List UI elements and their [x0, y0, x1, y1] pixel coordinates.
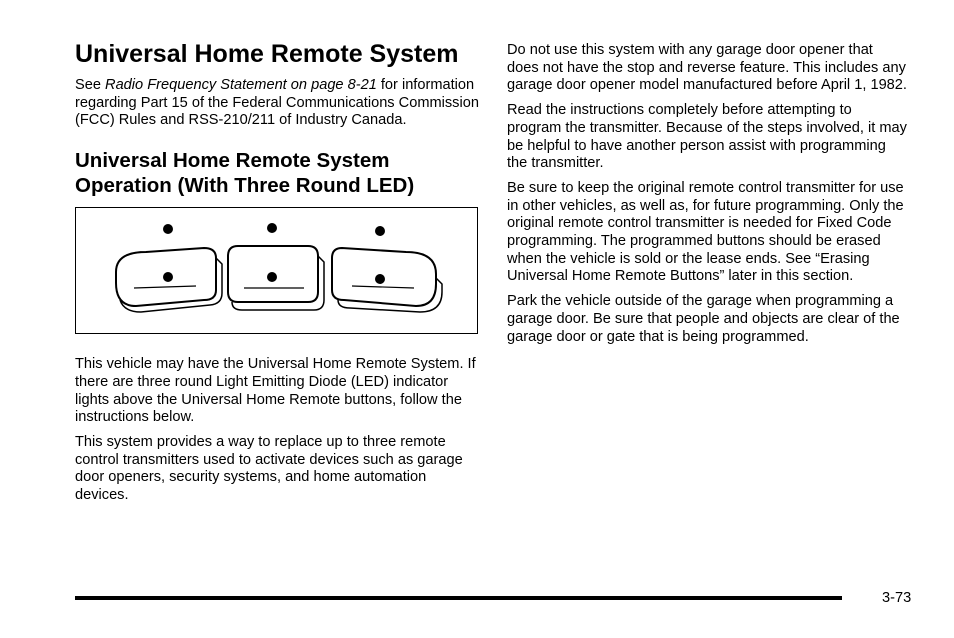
three-button-remote-drawing [76, 208, 479, 335]
led-indicator-1 [163, 224, 173, 234]
body-paragraph-3: Do not use this system with any garage door opener that does not have the stop and reverse feature. This includes any garage door opener model manufactured before April 1, 1982. [507, 42, 907, 94]
intro-post: for information regarding Part 15 of the Federal Communications Commission (FCC) Rules and RSS-210/211 of Industry Canada. [75, 77, 479, 129]
body-paragraph-2: This system provides a way to replace up to three remote control transmitters used to activate devices such as garage door openers, security systems, and home automation devices. [75, 433, 463, 504]
intro-pre: See [75, 77, 106, 93]
remote-button-2 [228, 246, 324, 310]
led-indicator-3 [375, 226, 385, 236]
remote-button-1 [116, 248, 222, 312]
right-column [507, 42, 907, 353]
remote-buttons-illustration [75, 207, 478, 334]
led-indicator-2 [267, 223, 277, 233]
left-column [75, 40, 480, 512]
page-number: 3-73 [882, 590, 912, 606]
footer-rule [75, 596, 842, 600]
body-paragraph-6: Park the vehicle outside of the garage when programming a garage door. Be sure that people and objects are clear of the garage door or gate that is being programmed. [507, 293, 900, 345]
cross-reference-link[interactable]: Radio Frequency Statement on page 8-21 [105, 77, 377, 93]
body-paragraph-5: Be sure to keep the original remote control transmitter for use in other vehicles, as well as, for future programming. Only the original remote control transmitter is needed for Fixed Code programming. The programmed buttons should be erased when the vehicle is sold or the lease ends. See “Erasing Universal Home Remote Buttons” later in this section. [507, 179, 904, 285]
section-title: Universal Home Remote System [75, 40, 459, 68]
body-paragraph-4: Read the instructions completely before attempting to program the transmitter. Because of the steps involved, it may be helpful to have another person assist with programming the transmitter. [507, 102, 907, 172]
remote-button-3 [332, 248, 442, 312]
body-paragraph-1: This vehicle may have the Universal Home Remote System. If there are three round Light Emitting Diode (LED) indicator lights above the Universal Home Remote buttons, follow the instructions below. [75, 356, 476, 426]
intro-paragraph [75, 77, 480, 130]
subsection-title: Universal Home Remote System Operation (With Three Round LED) [75, 149, 415, 198]
